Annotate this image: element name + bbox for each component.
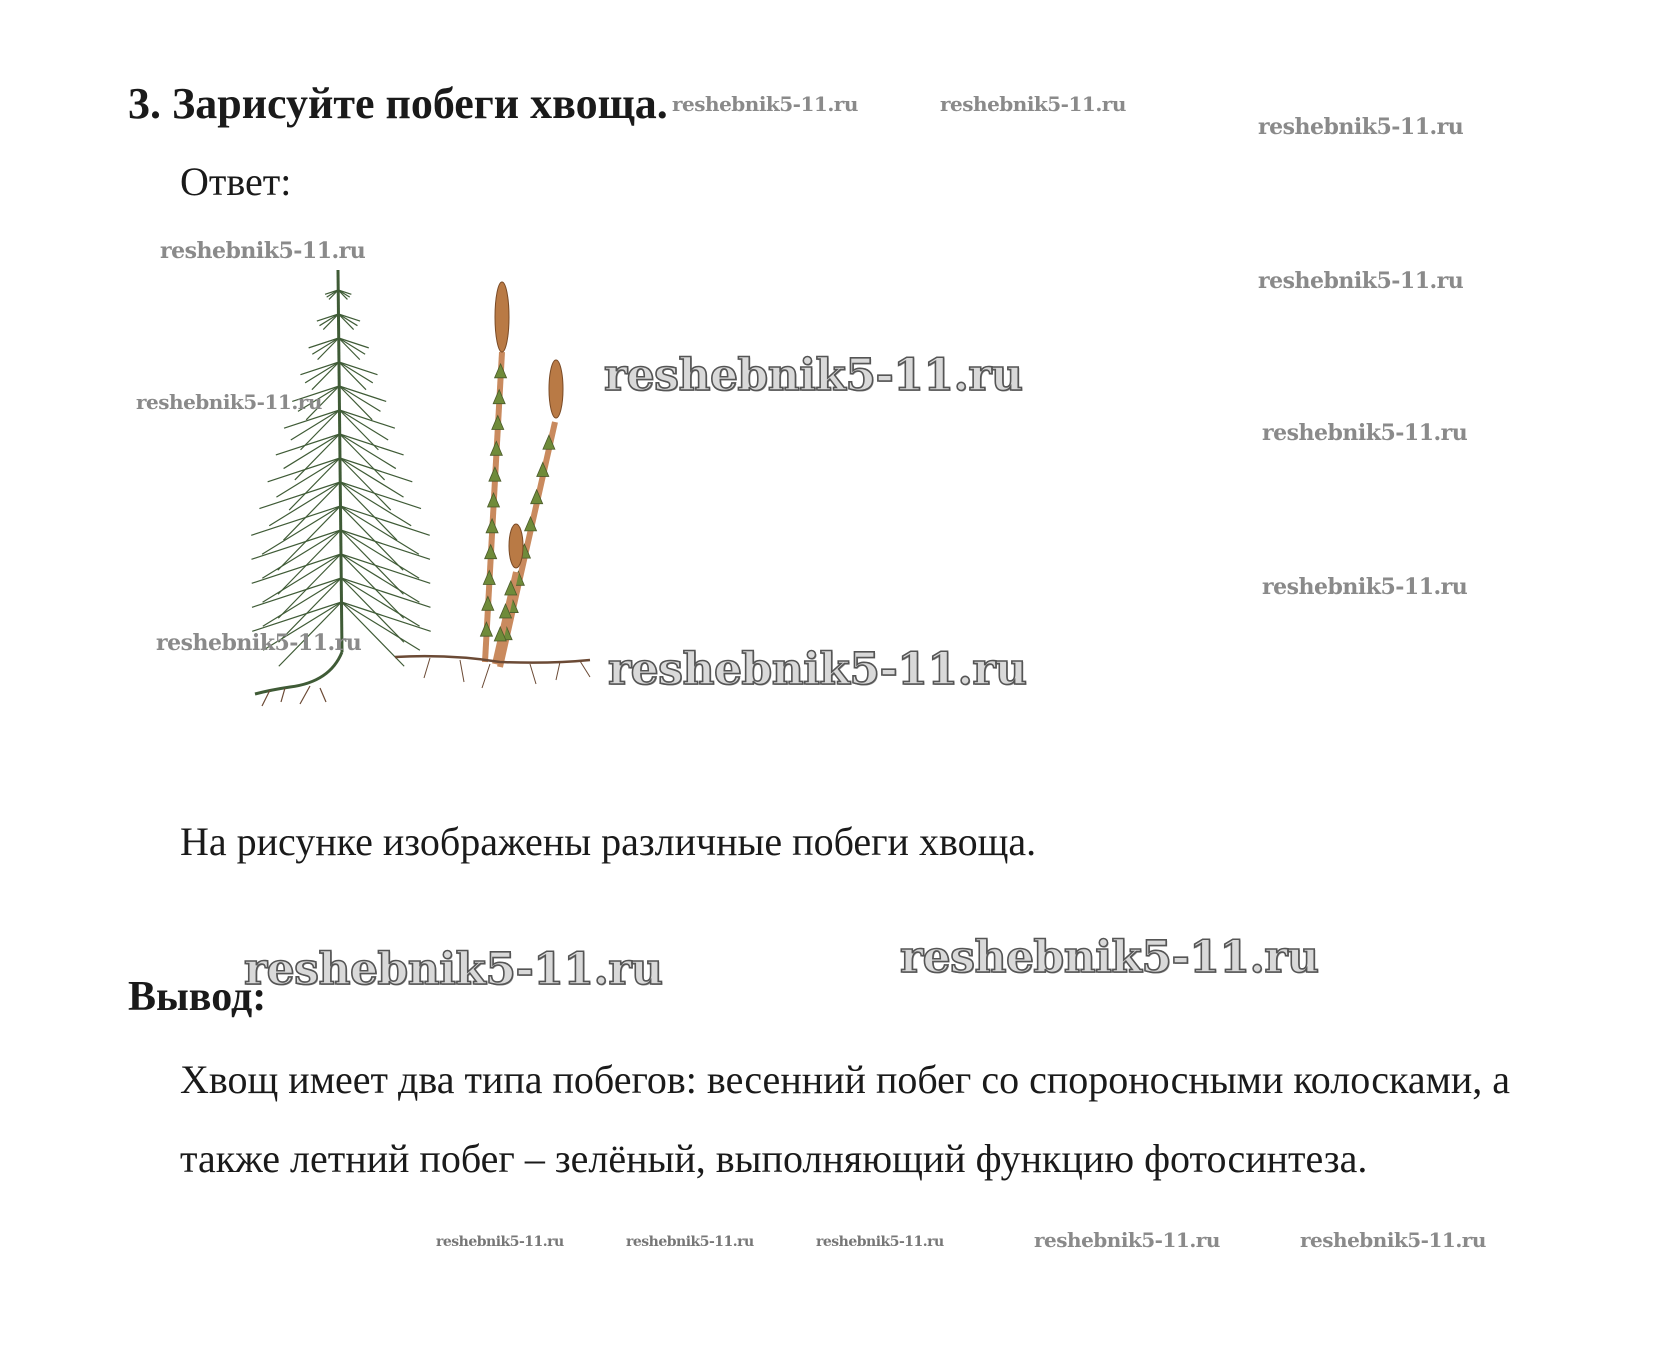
stem-sheath [493, 390, 505, 404]
stem-sheath [489, 467, 501, 481]
stem-sheath [486, 519, 498, 533]
watermark: reshebnik5-11.ru [816, 1234, 944, 1250]
spore-spike [495, 282, 509, 352]
spore-spike [549, 360, 563, 418]
watermark: reshebnik5-11.ru [1258, 114, 1464, 140]
summer-branch [341, 554, 430, 583]
horsetail-illustration [250, 262, 630, 742]
watermark: reshebnik5-11.ru [436, 1234, 564, 1250]
summer-branch [252, 578, 341, 607]
summer-branch [341, 530, 430, 559]
summer-branch [251, 506, 340, 535]
summer-stem [338, 270, 342, 652]
summer-branch [340, 506, 418, 554]
summer-branch [252, 602, 341, 631]
watermark: reshebnik5-11.ru [1262, 420, 1468, 446]
watermark: reshebnik5-11.ru [604, 350, 1023, 401]
watermark: reshebnik5-11.ru [156, 630, 362, 656]
summer-branch [262, 530, 340, 578]
task-title: 3. Зарисуйте побеги хвоща. [128, 79, 668, 128]
summer-branch [341, 578, 430, 607]
summer-branch [341, 554, 419, 602]
stem-sheath [480, 622, 492, 636]
summer-branch [341, 530, 419, 578]
stem-sheath [492, 416, 504, 430]
figure-caption: На рисунке изображены различные побеги хвоща. [180, 819, 1037, 864]
watermark: reshebnik5-11.ru [940, 92, 1126, 116]
summer-branch [263, 578, 341, 626]
summer-branch [251, 530, 340, 559]
summer-rhizome [255, 652, 342, 694]
stem-sheath [495, 364, 507, 378]
stem-sheath [482, 596, 494, 610]
stem-sheath [483, 571, 495, 585]
watermark: reshebnik5-11.ru [1262, 574, 1468, 600]
watermark: reshebnik5-11.ru [608, 644, 1027, 695]
stem-sheath [488, 493, 500, 507]
watermark: reshebnik5-11.ru [136, 390, 322, 414]
answer-label: Ответ: [180, 159, 292, 204]
summer-branch [262, 506, 340, 554]
spring-shoots [395, 282, 590, 688]
spring-rhizome [395, 656, 590, 662]
summer-branch [341, 578, 419, 626]
watermark: reshebnik5-11.ru [672, 92, 858, 116]
stem-sheath [485, 545, 497, 559]
conclusion-title: Вывод: [128, 974, 267, 1020]
watermark: reshebnik5-11.ru [244, 944, 663, 995]
watermark: reshebnik5-11.ru [1034, 1228, 1220, 1252]
summer-branch [340, 506, 429, 535]
conclusion-text: Хвощ имеет два типа побегов: весенний побег со спороносными колосками, а также летний побег – зелёный, выполняющий функцию фотосинтеза. [180, 1057, 1511, 1181]
summer-branch [263, 554, 341, 602]
stem-sheath [490, 441, 502, 455]
watermark: reshebnik5-11.ru [900, 932, 1319, 983]
spore-spike [509, 524, 523, 568]
watermark: reshebnik5-11.ru [626, 1234, 754, 1250]
watermark: reshebnik5-11.ru [1300, 1228, 1486, 1252]
summer-branch [252, 554, 341, 583]
watermark: reshebnik5-11.ru [160, 238, 366, 264]
watermark: reshebnik5-11.ru [1258, 268, 1464, 294]
summer-branch [341, 602, 430, 631]
